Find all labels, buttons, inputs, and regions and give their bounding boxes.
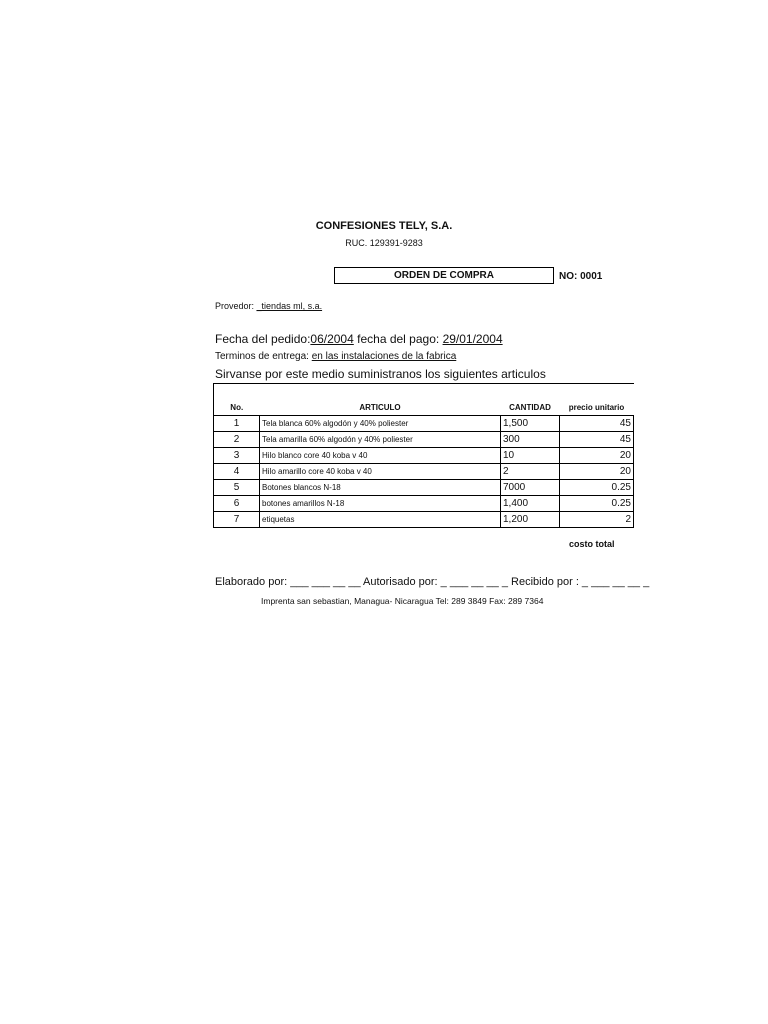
row-articulo: Tela blanca 60% algodón y 40% poliester [260,416,501,432]
row-no: 3 [214,448,260,464]
row-precio: 20 [560,464,634,480]
table-header-row [214,384,634,416]
row-cantidad: 10 [501,448,560,464]
row-no: 5 [214,480,260,496]
signature-line: Elaborado por: ___ ___ __ __ Autorisado por: _ ___ __ __ _ Recibido por : _ ___ __ __ _ [215,576,650,588]
header-articulo: ARTICULO [260,384,501,416]
table-row [214,464,634,480]
header-no: No. [214,384,260,416]
row-no: 2 [214,432,260,448]
header-cantidad: CANTIDAD [501,384,560,416]
row-cantidad: 1,500 [501,416,560,432]
provedor-line [215,301,322,311]
row-cantidad: 7000 [501,480,560,496]
items-table [213,383,634,528]
row-no: 6 [214,496,260,512]
row-cantidad: 1,400 [501,496,560,512]
row-articulo: Tela amarilla 60% algodón y 40% poliester [260,432,501,448]
header-precio: precio unitario [560,384,634,416]
row-precio: 45 [560,416,634,432]
fecha-pago-value: 29/01/2004 [442,332,503,346]
terminos-value: en las instalaciones de la fabrica [311,351,457,362]
row-precio: 20 [560,448,634,464]
table-row [214,480,634,496]
row-precio: 2 [560,512,634,528]
row-articulo: botones amarillos N-18 [260,496,501,512]
row-articulo: Hilo blanco core 40 koba v 40 [260,448,501,464]
table-row [214,416,634,432]
row-no: 7 [214,512,260,528]
ruc-number: RUC. 129391-9283 [345,238,423,248]
table-row [214,496,634,512]
row-no: 4 [214,464,260,480]
provedor-value: _tiendas ml, s.a. [256,301,323,311]
row-cantidad: 1,200 [501,512,560,528]
row-articulo: Botones blancos N-18 [260,480,501,496]
printer-footer: Imprenta san sebastian, Managua- Nicaragua Tel: 289 3849 Fax: 289 7364 [261,596,544,606]
row-precio: 0.25 [560,496,634,512]
terminos-line [215,351,456,362]
row-articulo: etiquetas [260,512,501,528]
row-articulo: Hilo amarillo core 40 koba v 40 [260,464,501,480]
row-precio: 0.25 [560,480,634,496]
order-number: NO: 0001 [559,271,603,282]
intro-text: Sirvanse por este medio suministranos los siguientes articulos [215,367,546,381]
row-cantidad: 2 [501,464,560,480]
provedor-label: Provedor: [215,301,255,311]
row-precio: 45 [560,432,634,448]
fechas-line [215,332,503,346]
terminos-label: Terminos de entrega: [215,351,309,362]
costo-total-label: costo total [569,539,615,549]
company-name: CONFESIONES TELY, S.A. [315,220,453,232]
fecha-pago-label: fecha del pago: [357,332,440,346]
table-row [214,512,634,528]
fecha-pedido-label: Fecha del pedido: [215,332,311,346]
table-row [214,432,634,448]
document-title: ORDEN DE COMPRA [334,267,554,284]
fecha-pedido-value: 06/2004 [310,332,354,346]
table-row [214,448,634,464]
row-no: 1 [214,416,260,432]
row-cantidad: 300 [501,432,560,448]
